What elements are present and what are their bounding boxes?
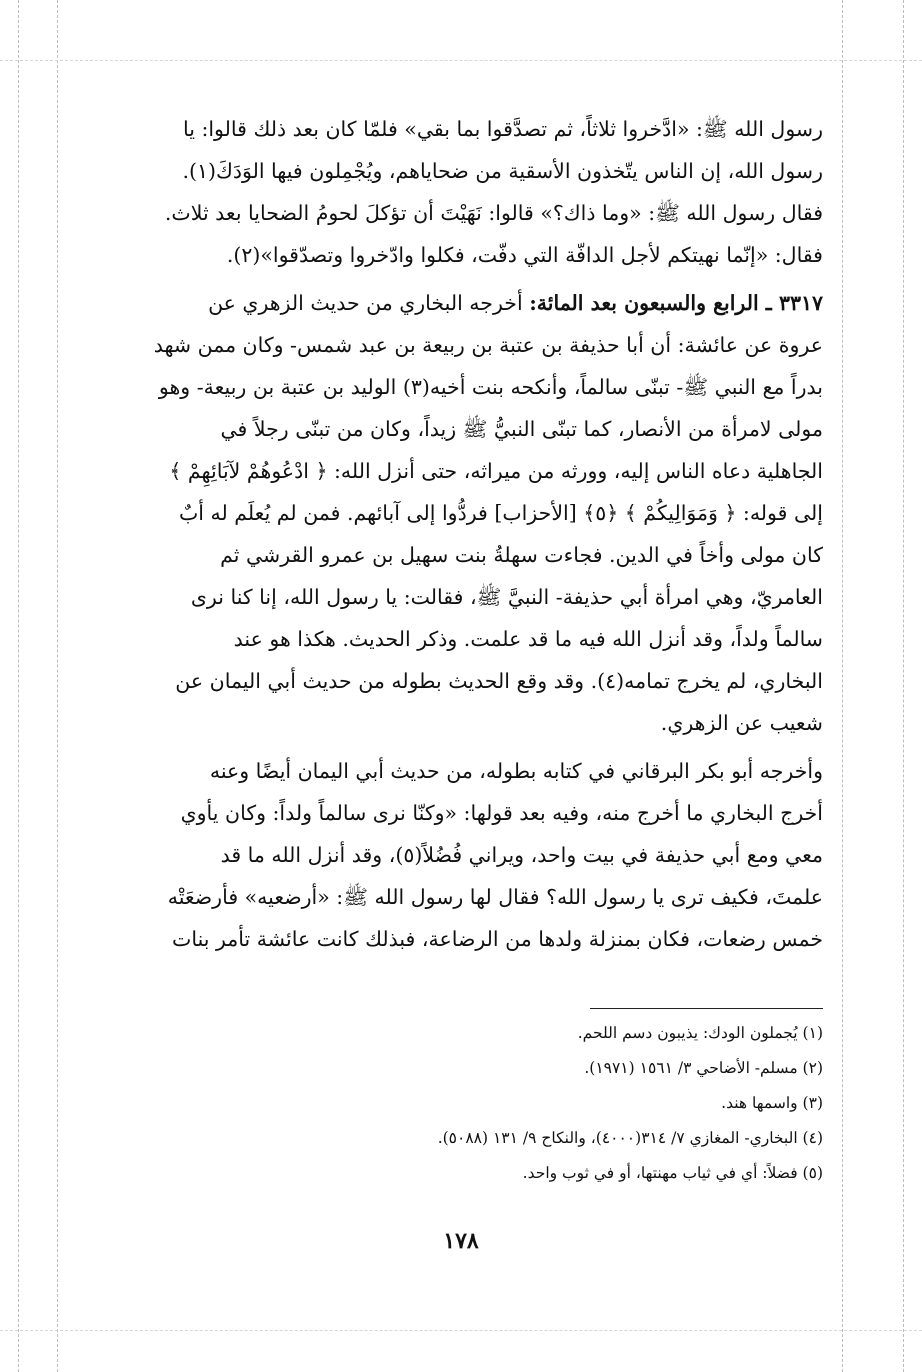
paragraph-2 — [78, 282, 823, 744]
text-line: إلى قوله: ﴿ وَمَوَالِيكُمْ ﴾ ﴿٥﴾ [الأحزاب] فردُّوا إلى آبائهم. فمن لم يُعلَم له أبٌ — [178, 501, 823, 525]
paragraph-3 — [78, 750, 823, 960]
text-line: خمس رضعات، فكان بمنزلة ولدها من الرضاعة، فبذلك كانت عائشة تأمر بنات — [172, 927, 823, 951]
text-line: البخاري، لم يخرج تمامه(٤). وقد وقع الحديث بطوله من حديث أبي اليمان عن — [175, 669, 823, 693]
text-line: أخرج البخاري ما أخرج منه، وفيه بعد قولها: «وكنّا نرى سالماً ولداً: وكان يأوي — [180, 801, 823, 825]
hadith-heading: ٣٣١٧ ـ الرابع والسبعون بعد المائة: — [529, 291, 823, 315]
footnote: (٤) البخاري- المغازي ٧/ ٣١٤(٤٠٠٠)، والنكاح ٩/ ١٣١ (٥٠٨٨). — [437, 1129, 823, 1147]
text-line — [78, 282, 823, 324]
page-body — [78, 108, 823, 960]
text-line: رسول الله ﷺ: «ادَّخروا ثلاثاً، ثم تصدَّقوا بما بقي» فلمّا كان بعد ذلك قالوا: يا — [182, 117, 823, 141]
footnote-divider — [590, 1008, 823, 1009]
footnote: (٣) واسمها هند. — [721, 1094, 823, 1112]
text-line: العامريّ، وهي امرأة أبي حذيفة- النبيَّ ﷺ، فقالت: يا رسول الله، إنا كنا نرى — [190, 585, 823, 609]
footnotes — [78, 1016, 823, 1191]
text-line: علمتَ، فكيف ترى يا رسول الله؟ فقال لها رسول الله ﷺ: «أرضعيه» فأرضعَتْه — [167, 885, 823, 909]
footnote: (٢) مسلم- الأضاحي ٣/ ١٥٦١ (١٩٧١). — [584, 1059, 823, 1077]
text-line: رسول الله، إن الناس يتّخذون الأسقية من ضحاياهم، ويُجْمِلون فيها الوَدَكَ(١). — [182, 159, 823, 183]
text-span: أخرجه البخاري من حديث الزهري عن — [208, 291, 523, 315]
text-line: بدراً مع النبي ﷺ- تبنّى سالماً، وأنكحه بنت أخيه(٣) الوليد بن عتبة بن ربيعة- وهو — [158, 375, 823, 399]
text-line: شعيب عن الزهري. — [660, 711, 823, 735]
page-number: ١٧٨ — [443, 1228, 479, 1254]
scan-guide-inner-left — [57, 0, 58, 1372]
text-line: الجاهلية دعاه الناس إليه، وورثه من ميراثه، حتى أنزل الله: ﴿ ادْعُوهُمْ لآبَائِهِمْ ﴾ — [169, 459, 823, 483]
text-line: عروة عن عائشة: أن أبا حذيفة بن عتبة بن ربيعة بن عبد شمس- وكان ممن شهد — [153, 333, 823, 357]
text-line: سالماً ولداً، وقد أنزل الله فيه ما قد علمت. وذكر الحديث. هكذا هو عند — [233, 627, 823, 651]
text-line: وأخرجه أبو بكر البرقاني في كتابه بطوله، من حديث أبي اليمان أيضًا وعنه — [209, 759, 823, 783]
scan-guide-bottom — [0, 1330, 922, 1331]
scan-guide-right — [903, 0, 904, 1372]
scan-guide-inner-right — [842, 0, 843, 1372]
scan-guide-top — [0, 60, 922, 61]
text-line: فقال: «إنّما نهيتكم لأجل الدافّة التي دفّت، فكلوا وادّخروا وتصدّقوا»(٢). — [226, 243, 823, 267]
text-line: مولى لامرأة من الأنصار، كما تبنّى النبيُّ ﷺ زيداً، وكان من تبنّى رجلاً في — [220, 417, 823, 441]
scan-guide-left — [18, 0, 19, 1372]
paragraph-1 — [78, 108, 823, 276]
text-line: معي ومع أبي حذيفة في بيت واحد، ويراني فُضُلاً(٥)، وقد أنزل الله ما قد — [220, 843, 823, 867]
footnote: (٥) فضلاً: أي في ثياب مهنتها، أو في ثوب واحد. — [522, 1164, 823, 1182]
text-line: كان مولى وأخاً في الدين. فجاءت سهلةُ بنت سهيل بن عمرو القرشي ثم — [220, 543, 823, 567]
text-line: فقال رسول الله ﷺ: «وما ذاك؟» قالوا: نَهَيْتَ أن تؤكلَ لحومُ الضحايا بعد ثلاث. — [164, 201, 823, 225]
footnote: (١) يُجملون الودك: يذيبون دسم اللحم. — [577, 1024, 823, 1042]
